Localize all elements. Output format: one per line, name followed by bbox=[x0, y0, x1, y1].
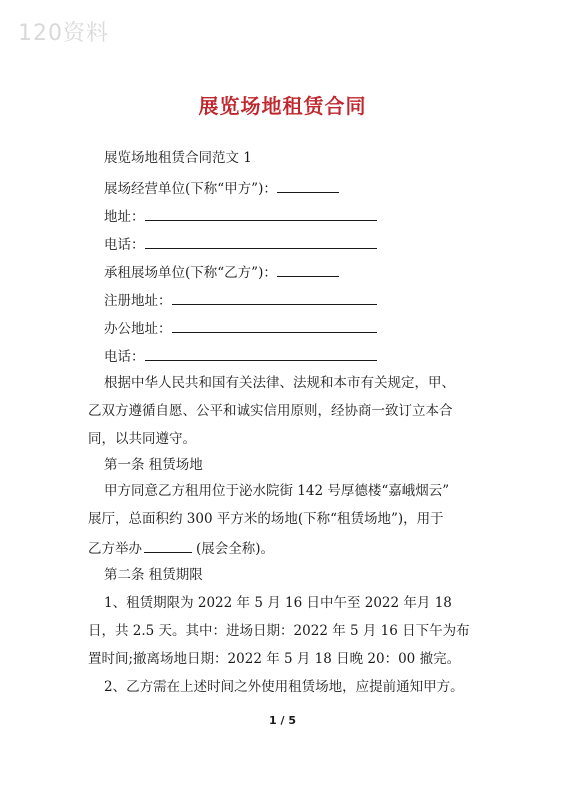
party-a-blank bbox=[277, 177, 339, 193]
party-b-phone-label: 电话： bbox=[104, 349, 145, 365]
party-a-address-blank bbox=[145, 205, 377, 221]
party-b-label: 承租展场单位(下称“乙方”)： bbox=[104, 265, 277, 281]
article-1-line-3-suffix: (展会全称)。 bbox=[196, 541, 275, 557]
article-1-line-3-prefix: 乙方举办 bbox=[88, 541, 142, 557]
party-a-address-line bbox=[104, 205, 377, 227]
watermark: 120资料 bbox=[18, 21, 109, 46]
article-1-line-3 bbox=[88, 537, 274, 559]
party-a-label: 展场经营单位(下称“甲方”)： bbox=[104, 181, 277, 197]
party-b-line bbox=[104, 261, 339, 283]
article-2-heading: 第二条 租赁期限 bbox=[104, 567, 203, 583]
party-b-blank bbox=[277, 261, 339, 277]
article-1-line-1: 甲方同意乙方租用位于泌水院街 142 号厚德楼“嘉峨烟云” bbox=[104, 483, 450, 499]
party-b-office-address-label: 办公地址： bbox=[104, 321, 172, 337]
article-1-line-2: 展厅，总面积约 300 平方米的场地(下称“租赁场地”)，用于 bbox=[88, 511, 444, 527]
party-b-phone-line bbox=[104, 345, 377, 367]
article-2-line-4: 2、乙方需在上述时间之外使用租赁场地，应提前通知甲方。 bbox=[104, 679, 464, 695]
article-2-line-2: 日，共 2.5 天。其中：进场日期：2022 年 5 月 16 日下午为布 bbox=[88, 623, 470, 639]
party-a-phone-line bbox=[104, 233, 377, 255]
page-number: 1 / 5 bbox=[269, 714, 296, 727]
preamble-line-1: 根据中华人民共和国有关法律、法规和本市有关规定，甲、 bbox=[104, 375, 455, 391]
party-b-reg-address-line bbox=[104, 289, 377, 311]
article-2-line-1: 1、租赁期限为 2022 年 5 月 16 日中午至 2022 年月 18 bbox=[104, 595, 452, 611]
preamble-line-3: 同，以共同遵守。 bbox=[88, 431, 196, 447]
party-a-address-label: 地址： bbox=[104, 209, 145, 225]
party-b-office-address-blank bbox=[172, 317, 377, 333]
party-b-reg-address-label: 注册地址： bbox=[104, 293, 172, 309]
article-2-line-3: 置时间;撤离场地日期：2022 年 5 月 18 日晚 20：00 撤完。 bbox=[88, 651, 461, 667]
document-title: 展览场地租赁合同 bbox=[198, 94, 367, 118]
party-a-phone-label: 电话： bbox=[104, 237, 145, 253]
party-b-phone-blank bbox=[145, 345, 377, 361]
party-b-office-address-line bbox=[104, 317, 377, 339]
party-b-reg-address-blank bbox=[172, 289, 377, 305]
preamble-line-2: 乙双方遵循自愿、公平和诚实信用原则，经协商一致订立本合 bbox=[88, 403, 453, 419]
exhibition-name-blank bbox=[144, 537, 192, 553]
party-a-line bbox=[104, 177, 339, 199]
article-1-heading: 第一条 租赁场地 bbox=[104, 457, 203, 473]
party-a-phone-blank bbox=[145, 233, 377, 249]
contract-subtitle: 展览场地租赁合同范文 1 bbox=[104, 150, 252, 166]
